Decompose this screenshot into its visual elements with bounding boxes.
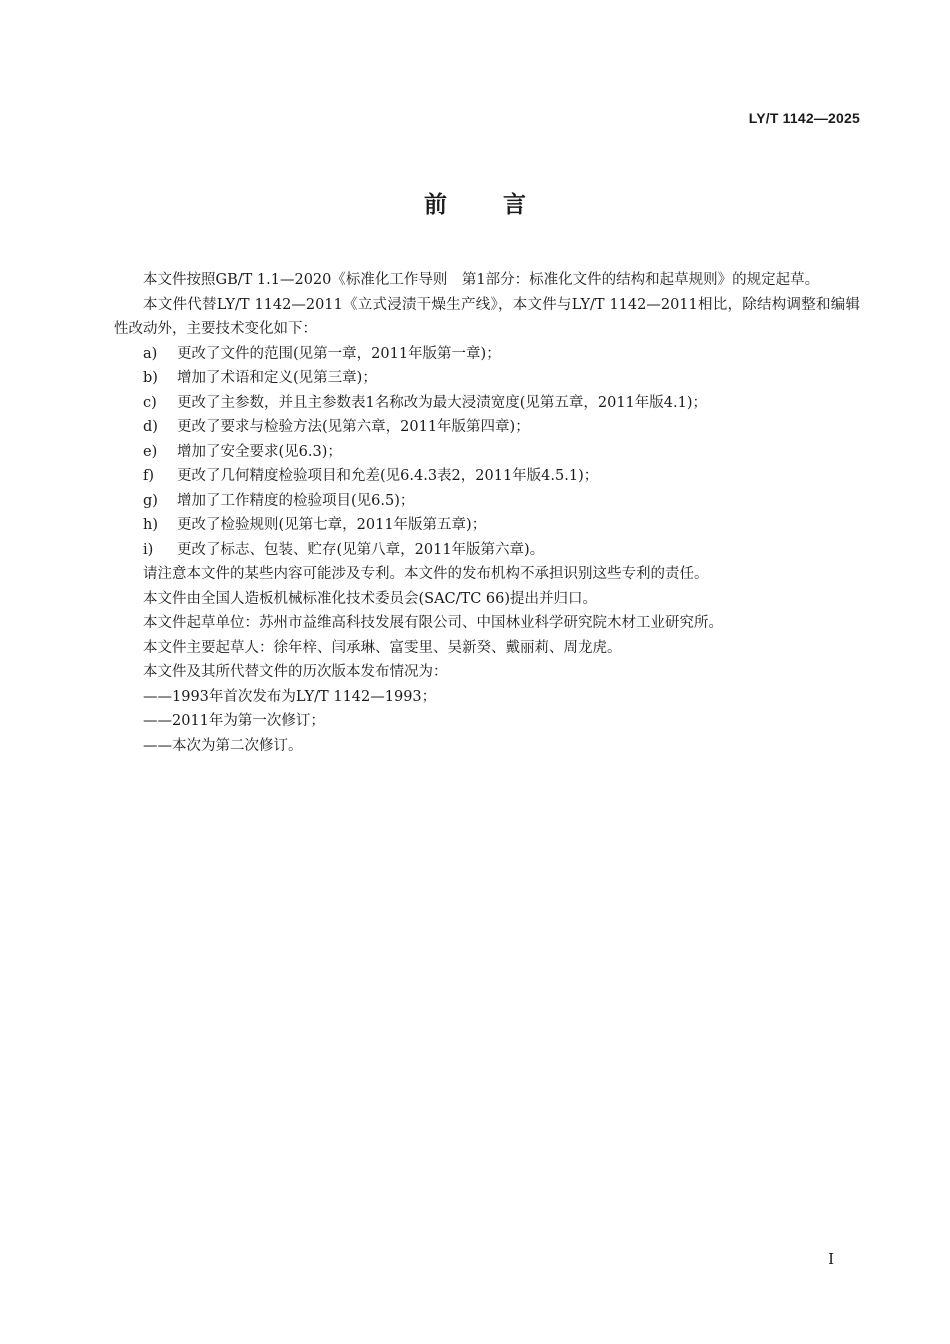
list-item (114, 513, 860, 538)
paragraph-proposer: 本文件由全国人造板机械标准化技术委员会(SAC/TC 66)提出并归口。 (143, 590, 598, 607)
paragraph-drafting-basis: 本文件按照GB/T 1.1—2020《标准化工作导则 第1部分：标准化文件的结构和起草规则》的规定起草。 (143, 272, 820, 288)
list-item (114, 538, 860, 563)
list-marker: d) (143, 419, 158, 435)
list-item-text: 增加了术语和定义(见第三章)； (177, 370, 377, 386)
list-item (114, 464, 860, 489)
list-marker: b) (143, 370, 158, 386)
list-marker: e) (143, 443, 158, 460)
paragraph-history-intro: 本文件及其所代替文件的历次版本发布情况为： (143, 664, 448, 680)
list-item (114, 489, 860, 514)
list-item (114, 391, 860, 416)
document-code: LY/T 1142—2025 (748, 110, 860, 126)
list-item-text: 增加了工作精度的检验项目(见6.5)； (177, 492, 415, 509)
list-item (114, 415, 860, 440)
history-item: ——1993年首次发布为LY/T 1142—1993； (143, 688, 437, 705)
history-item: ——2011年为第一次修订； (143, 713, 325, 729)
list-marker: c) (143, 394, 157, 411)
page-number: I (828, 1250, 834, 1268)
paragraph-drafters: 本文件主要起草人：徐年梓、闫承琳、富雯里、吴新癸、戴丽莉、周龙虎。 (143, 639, 622, 656)
page-title: 前言 (424, 192, 582, 218)
list-item-text: 更改了文件的范围(见第一章，2011年版第一章)； (177, 345, 501, 362)
list-marker: i) (143, 541, 154, 558)
paragraph-replacement: 本文件代替LY/T 1142—2011《立式浸渍干燥生产线》，本文件与LY/T 1142—2011相比，除结构调整和编辑性改动外，主要技术变化如下： (114, 296, 860, 337)
list-item-text: 更改了主参数，并且主参数表1名称改为最大浸渍宽度(见第五章，2011年版4.1)； (177, 394, 707, 411)
history-item: ——本次为第二次修订。 (143, 737, 303, 754)
list-item (114, 440, 860, 465)
list-marker: h) (143, 517, 158, 533)
paragraph-patent-notice: 请注意本文件的某些内容可能涉及专利。本文件的发布机构不承担识别这些专利的责任。 (143, 566, 709, 582)
list-item-text: 更改了要求与检验方法(见第六章，2011年版第四章)； (177, 419, 530, 435)
paragraph-drafting-units: 本文件起草单位：苏州市益维高科技发展有限公司、中国林业科学研究院木材工业研究所。 (143, 615, 723, 631)
list-item-text: 更改了几何精度检验项目和允差(见6.4.3表2，2011年版4.5.1)； (177, 468, 599, 484)
list-marker: a) (143, 345, 158, 362)
list-marker: f) (143, 468, 155, 484)
list-item (114, 342, 860, 367)
list-item (114, 366, 860, 391)
list-item-text: 更改了标志、包装、贮存(见第八章，2011年版第六章)。 (177, 541, 545, 558)
list-item-text: 增加了安全要求(见6.3)； (177, 443, 342, 460)
list-item-text: 更改了检验规则(见第七章，2011年版第五章)； (177, 517, 487, 533)
foreword-body (114, 268, 860, 758)
list-marker: g) (143, 492, 158, 509)
